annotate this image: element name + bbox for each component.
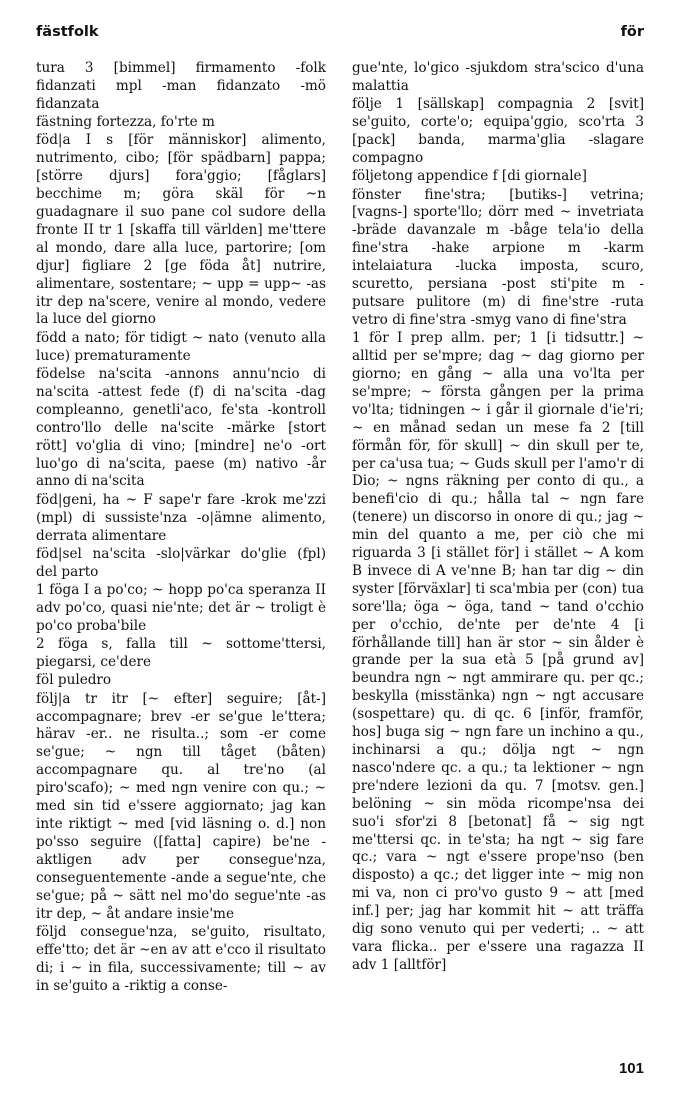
header-last-word: för: [620, 24, 644, 40]
dictionary-entry: 1 föga I a po'co; ~ hopp po'ca speranza II adv po'co, quasi nie'nte; det är ~ troligt è po'co proba'bile: [36, 582, 326, 634]
dictionary-entry: född a nato; för tidigt ~ nato (venuto alla luce) prematuramente: [36, 329, 326, 364]
right-column: [352, 60, 644, 975]
dictionary-entry: följd consegue'nza, se'guito, risultato, effe'tto; det är ~en av att e'cco il risultato di; i ~ in fila, successivamente; till ~ av in se'guito a -riktig a conse-: [36, 923, 326, 994]
dictionary-entry: 1 för I prep allm. per; 1 [i tidsuttr.] ~ alltid per se'mpre; dag ~ dag giorno per giorno; en gång ~ alla una vo'lta per se'mpre; ~ första gången per la prima vo'lta; tidningen ~ i går il giornale d'ie'ri; ~ en månad sedan un mese fa 2 [till förmån för, för skull] ~ din skull per te, per ca'usa tua; ~ Guds skull per l'amo'r di Dio; ~ ngns räkning per conto di qu., a benefi'cio di qu.; hålla tal ~ ngn fare (tenere) un discorso in onore di qu.; jag ~ min del quanto a me, per ciò che mi riguarda 3 [i stället för] i stället ~ A kom B invece di A ve'nne B; han tar dig ~ din syster [förväxlar] ti sca'mbia per (con) tua sore'lla; öga ~ öga, tand ~ tand o'cchio per o'cchio, de'nte per de'nte 4 [i förhållande till] han är stor ~ sin ålder è grande per la sua età 5 [på grund av] beundra ngn ~ ngt ammirare qu. per qc.; beskylla (misstänka) ngn ~ ngt accusare (sospettare) qu. di qc. 6 [inför, framför, hos] buga sig ~ ngn fare un inchino a qu., inchinarsi a qu.; dölja ngt ~ ngn nasco'ndere qc. a qu.; ta lektioner ~ ngn pre'ndere lezioni da qu. 7 [motsv. gen.] belöning ~ sin möda ricompe'nsa dei suo'i sfor'zi 8 [betonat] få ~ sig ngt me'ttersi qc. in te'sta; ha ngt ~ sig fare qc.; vara ~ ngt e'ssere prope'nso (ben disposto) a qc.; det ligger inte ~ mig non mi va, non ci pro'vo gusto 9 ~ att [med inf.] per; jag har kommit hit ~ att träffa dig sono venuto qui per vederti; .. ~ att vara flicka.. per e'ssere una ragazza II adv 1 [alltför]: [352, 330, 644, 973]
dictionary-entry: fästning fortezza, fo'rte m: [36, 114, 215, 131]
dictionary-entry: fönster fine'stra; [butiks-] vetrina; [vagns-] sporte'llo; dörr med ~ invetriata -bräde davanzale m -båge tela'io della fine'stra -hake arpione m -karm intelaiatura -lucka imposta, scuro, scuretto, persiana -post sti'pite m -putsare pulitore (m) di fine'stre -ruta vetro di fine'stra -smyg vano di fine'stra: [352, 186, 644, 328]
dictionary-entry: föd|sel na'scita -slo|värkar do'glie (fpl) del parto: [36, 545, 326, 580]
dictionary-entry: gue'nte, lo'gico -sjukdom stra'scico d'una malattia: [352, 60, 644, 94]
dictionary-entry: föd|geni, ha ~ F sape'r fare -krok me'zzi (mpl) di sussiste'nza -o|ämne alimento, derrata alimentare: [36, 491, 326, 544]
header-first-word: fästfolk: [36, 24, 99, 40]
dictionary-entry: följetong appendice f [di giornale]: [352, 168, 587, 185]
dictionary-entry: 2 föga s, falla till ~ sottome'ttersi, piegarsi, ce'dere: [36, 636, 326, 671]
dictionary-entry: följ|a tr itr [~ efter] seguire; [åt-] accompagnare; brev -er se'gue le'ttera; härav -er.. ne risulta..; som -er come se'gue; ~ ngn till tåget (båten) accompagnare qu. al tre'no (al piro'scafo); ~ med ngn venire con qu.; ~ med sin tid e'ssere aggiornato; jag kan inte riktigt ~ med [vid läsning o. d.] non po'sso seguire ([fatta] capire) be'ne -aktligen adv per consegue'nza, conseguentemente -ande a segue'nte, che se'gue; på ~ sätt nel mo'do segue'nte -as itr dep, ~ åt andare insie'me: [36, 690, 326, 922]
dictionary-entry: födelse na'scita -annons annu'ncio di na'scita -attest fede (f) di na'scita -dag compleanno, genetli'aco, fe'sta -kontroll contro'llo delle na'scite -märke [stort rött] vo'glia di vino; [mindre] ne'o -ort luo'go di na'scita, paese (m) nativo -år anno di na'scita: [36, 365, 326, 490]
dictionary-entry: föl puledro: [36, 672, 112, 689]
left-column: [36, 60, 326, 995]
dictionary-entry: tura 3 [bimmel] firmamento -folk fidanzati mpl -man fidanzato -mö fidanzata: [36, 60, 326, 112]
running-header: [36, 24, 644, 46]
dictionary-entry: föd|a I s [för människor] alimento, nutrimento, cibo; [för spädbarn] pappa; [större djurs] fora'ggio; [fåglars] becchime m; göra skäl för ~n guadagnare il suo pane col sudore della fronte II tr 1 [skaffa till världen] me'ttere al mondo, dare alla luce, partorire; [om djur] figliare 2 [ge föda åt] nutrire, alimentare, sostentare; ~ upp = upp~ -as itr dep na'scere, venire al mondo, vedere la luce del giorno: [36, 132, 326, 328]
dictionary-entry: följe 1 [sällskap] compagnia 2 [svit] se'guito, corte'o; equipa'ggio, sco'rta 3 [pack] banda, marma'glia -slagare compagno: [352, 96, 644, 166]
page-number: 101: [618, 1060, 644, 1077]
